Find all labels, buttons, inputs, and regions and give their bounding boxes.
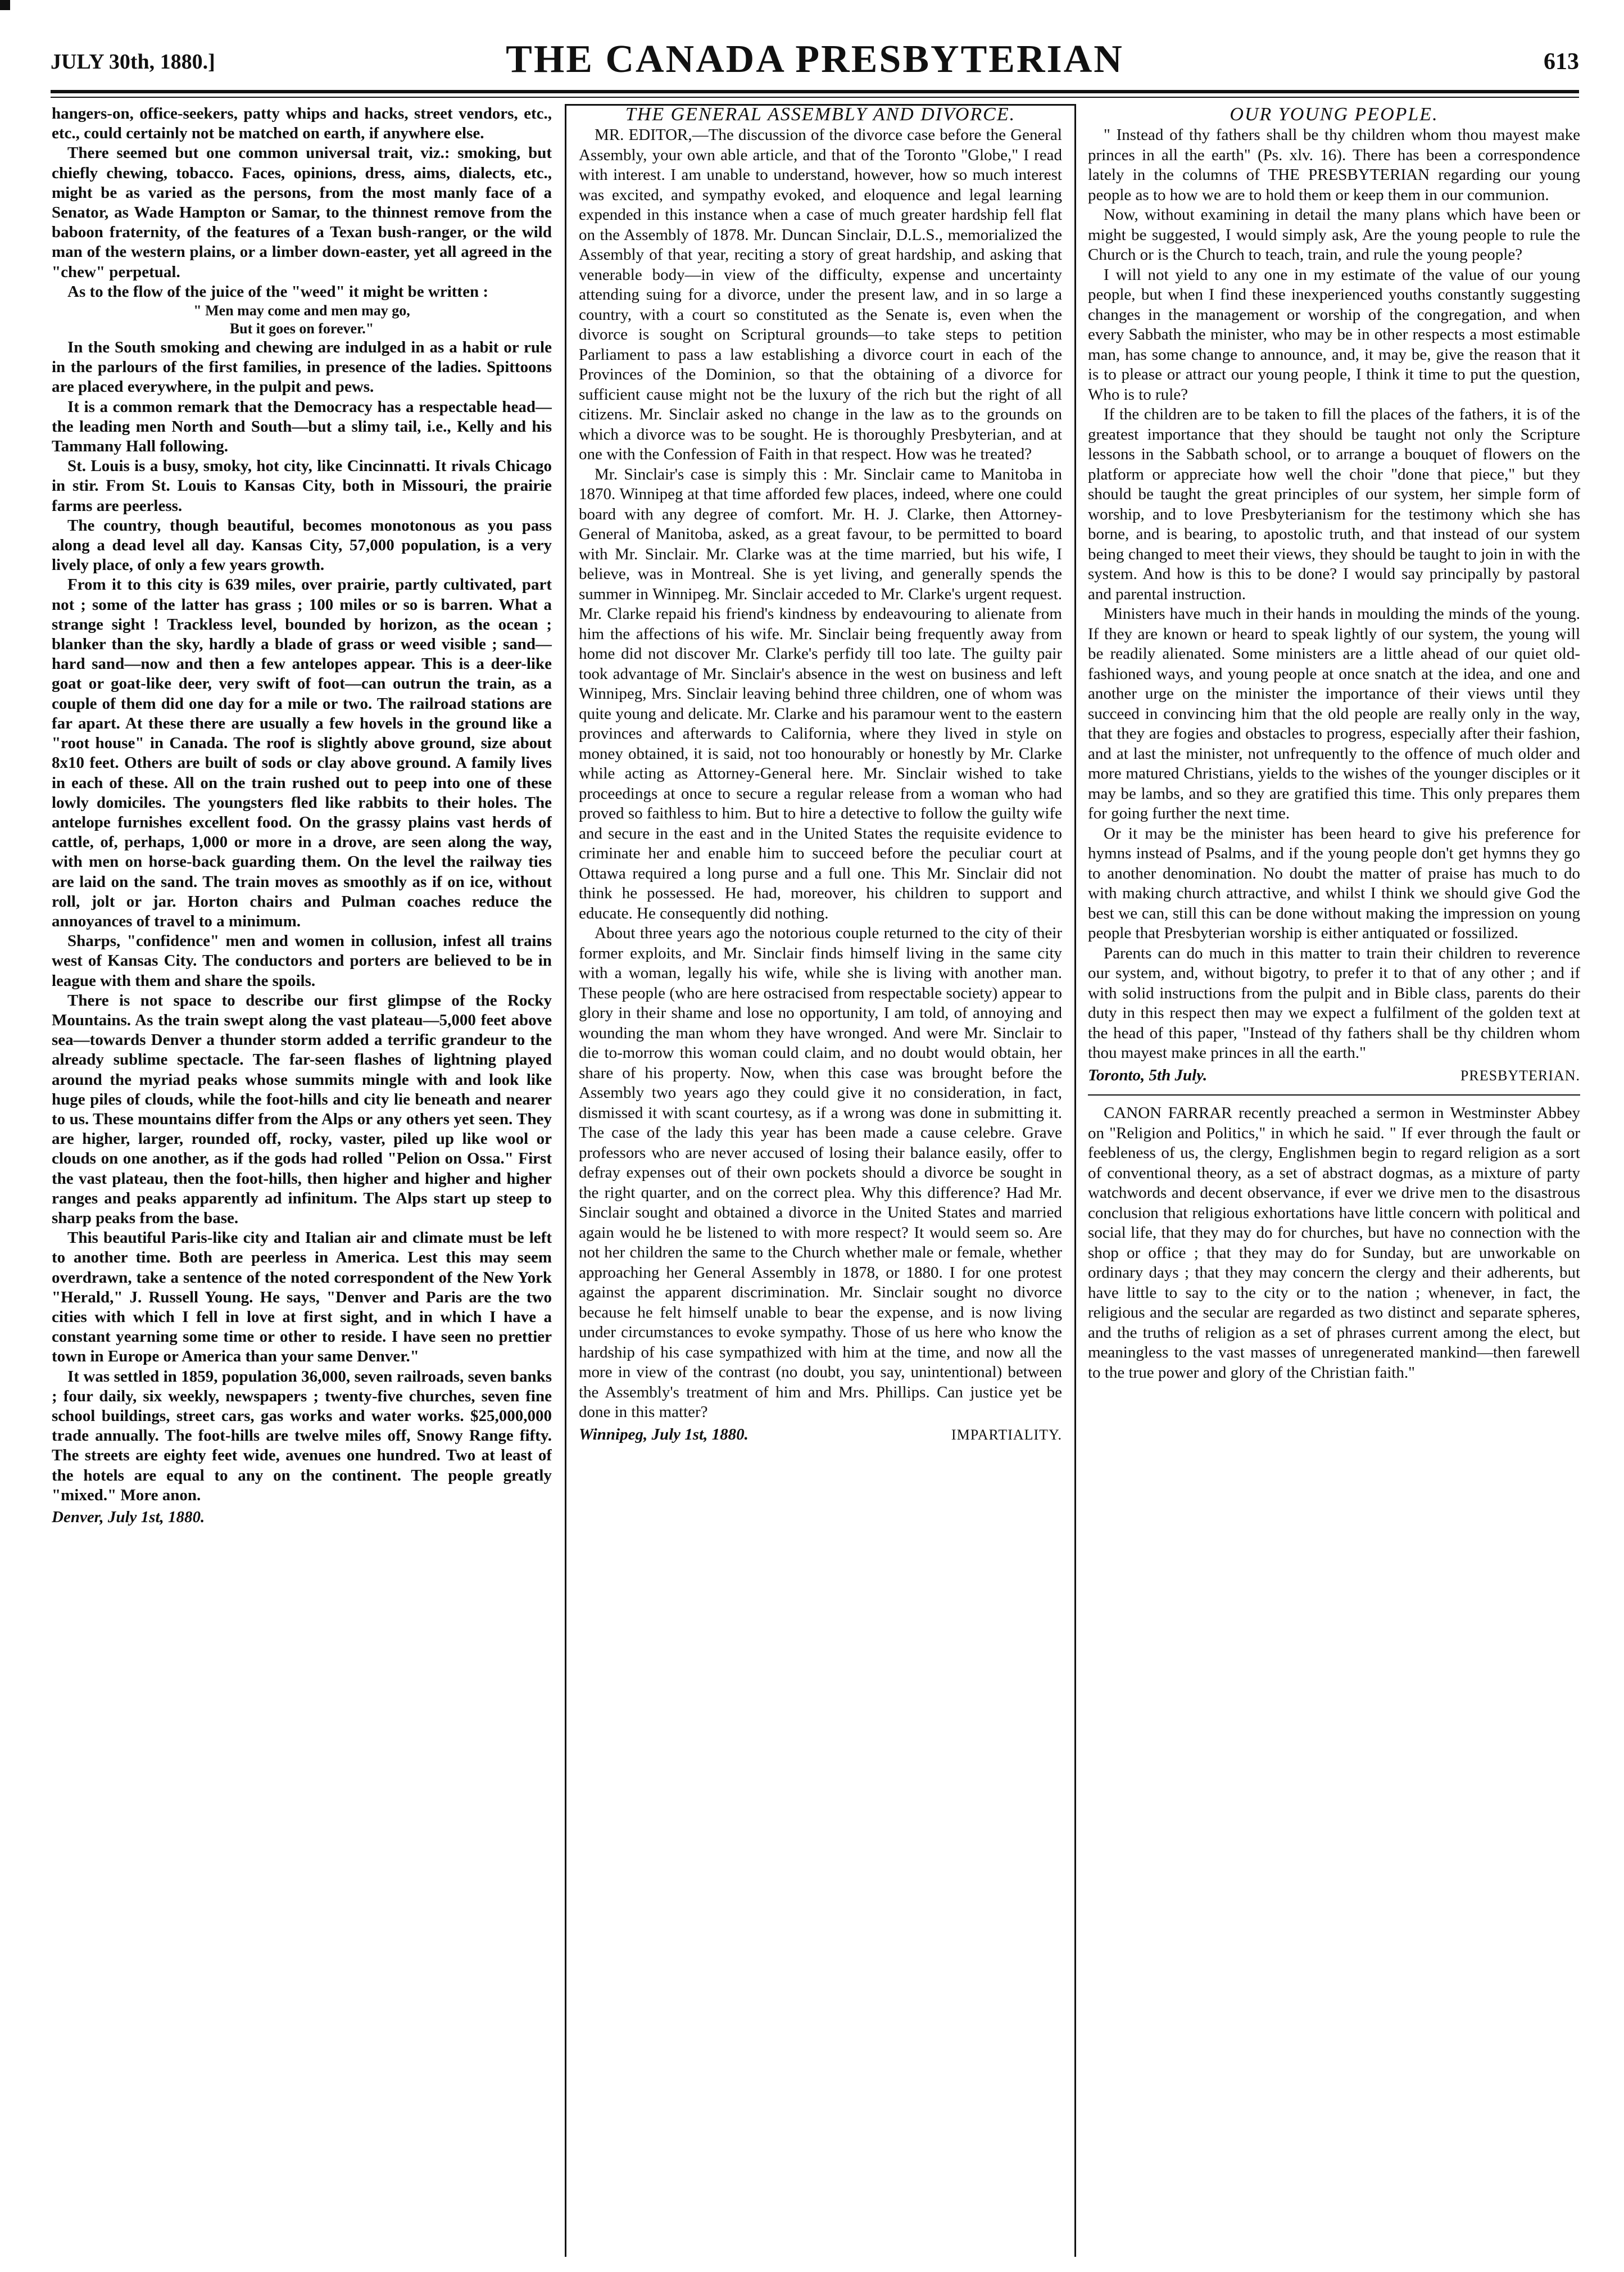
paragraph: As to the flow of the juice of the "weed" it might be written : (67, 282, 488, 301)
column-1-travel-letter (52, 104, 552, 2257)
verse-line: But it goes on forever." (229, 320, 374, 337)
signature-place: Toronto, 5th July. (1088, 1066, 1208, 1084)
signature-place: Denver, July 1st, 1880. (52, 1508, 205, 1527)
page-number: 613 (1544, 49, 1579, 75)
paragraph: From it to this city is 639 miles, over prairie, partly cultivated, part not ; some of the latter has grass ; 100 miles or so is barren. What a strange sight ! Trackless level, bounded by horizon, as the ocean ; blanker than the sky, hardly a blade of grass or weed visible ; sand—hard sand—now and then a few antelopes appear. This is a deer-like goat or goat-like deer, very swift of foot—can outrun the train, as a couple of them did one day for a mile or two. The railroad stations are far apart. At these there are usually a few hovels in the ground like a "root house" in Canada. The roof is slightly above ground, size about 8x10 feet. Others are built of sods or clay above ground. A family lives in each of these. All on the train rushed out to peep into one of these lowly domiciles. The youngsters fled like rabbits to their holes. The antelope furnishes excellent food. On the grassy plains vast herds of cattle, of, perhaps, 1,000 or more in a drove, are seen along the way, with men on horse-back guarding them. On the level the railway ties are laid on the sand. The train moves as smoothly as if on ice, without roll, jolt or jar. Horton chairs and Pulman coaches reduce the annoyances of travel to a minimum. (52, 576, 552, 930)
column-3-young-people (1088, 104, 1580, 2257)
paragraph: St. Louis is a busy, smoky, hot city, like Cincinnatti. It rivals Chicago in stir. From St. Louis to Kansas City, both in Missouri, the prairie farms are peerless. (52, 457, 552, 515)
article-title: THE GENERAL ASSEMBLY AND DIVORCE. (625, 104, 1016, 125)
paragraph: There seemed but one common universal trait, viz.: smoking, but chiefly chewing, tobacco. Faces, opinions, dress, aims, dialects, etc., might be as varied as the persons, from the most manly face of a Senator, as Wade Hampton or Samar, to the thinnest remove from the baboon fraternity, of the features of a Texan bush-ranger, or the wild man of the western plains, or a limber down-easter, yet all agreed in the "chew" perpetual. (52, 144, 552, 281)
signature-line (579, 1425, 1062, 1445)
paragraph: The country, though beautiful, becomes monotonous as you pass along a dead level all day. Kansas City, 57,000 population, is a very lively place, of only a few years growth. (52, 516, 552, 574)
paragraph: It is a common remark that the Democracy has a respectable head—the leading men North and South—but a slimy tail, i.e., Kelly and his Tammany Hall following. (52, 397, 552, 456)
column-2-divorce-letter (579, 104, 1062, 2257)
signature-line (52, 1508, 552, 1527)
paragraph: This beautiful Paris-like city and Italian air and climate must be left to another time. Both are peerless in America. Lest this may seem overdrawn, take a sentence of the noted correspondent of the New York "Herald," J. Russell Young. He says, "Denver and Paris are the two cities with which I fell in love at first sight, and in which I have a constant yearning some time or other to reside. I have seen no prettier town in Europe or America than your same Denver." (52, 1229, 552, 1366)
paragraph: About three years ago the notorious couple returned to the city of their former exploits, and Mr. Sinclair finds himself living in the same city with a woman, legally his wife, while she is living with another man. These people (who are here ostracised from respectable society) appear to glory in their shame and lose no opportunity, I am told, of annoying and wounding the man whom they have wronged. And were Mr. Sinclair to die to-morrow this woman could claim, and no doubt would obtain, her share of his property. Now, when this case was brought before the Assembly two years ago they could give it no consideration, in fact, dismissed it with scant courtesy, as if a wrong was done in submitting it. The case of the lady this year has been made a cause celebre. Grave professors who are never accused of losing their balance easily, offer to defray expenses out of their own pockets should a divorce be sought in the right quarter, and on the correct plea. Why this difference? Had Mr. Sinclair sought and obtained a divorce in the United States and married again would he be listened to with more respect? It would seem so. Are not her children the same to the Church whether male or female, whether approaching her General Assembly in 1878, or 1880. I for one protest against the apparent discrimination. Mr. Sinclair sought no divorce because he felt himself unable to bear the expense, and is now living under circumstances to evoke sympathy. Those of us here who know the hardship of his case sympathized with him at the time, and now all the more in view of the contrast (no doubt, you say, unintentional) between the Assembly's treatment of him and Mrs. Phillips. Can justice yet be done in this matter? (579, 924, 1062, 1421)
paragraph: It was settled in 1859, population 36,000, seven railroads, seven banks ; four daily, six weekly, newspapers ; twenty-five churches, seven fine school buildings, street cars, gas works and water works. $25,000,000 trade annually. The foot-hills are twelve miles off, Snowy Range fifty. The streets are eighty feet wide, avenues one hundred. Two at least of the hotels are equal to any on the continent. The people greatly "mixed." More anon. (52, 1367, 552, 1504)
column-divider-2 (1074, 104, 1076, 2257)
paragraph: CANON FARRAR recently preached a sermon in Westminster Abbey on "Religion and Politics," in which he said. " If ever through the fault or feebleness of us, the clergy, Englishmen begin to regard religion as a sort of conventional theory, as a set of abstract dogmas, as a mixture of party watchwords and decent observance, if ever we drive men to the disastrous conclusion that religious exhortations have little concern with political and social life, that they may do for churches, but have no connection with the shop or office ; that they may do for Sunday, but are unworkable on ordinary days ; that they may concern the clergy and their adherents, but have little to say to the city or to the nation ; whenever, in fact, the religious and the secular are regarded as two distinct and separate spheres, and the truths of religion as a set of phrases current among the elect, but meaningless to the vast masses of unregenerated mankind—then farewell to the true power and glory of the Christian faith." (1088, 1104, 1580, 1382)
signature-name: IMPARTIALITY. (951, 1426, 1062, 1443)
signature-place: Winnipeg, July 1st, 1880. (579, 1425, 749, 1443)
paragraph: Ministers have much in their hands in moulding the minds of the young. If they are known or heard to speak lightly of our system, the young will be readily alienated. Some ministers are a little ahead of our quiet old-fashioned ways, and young people at once snatch at the idea, and one and another urge on the minister the importance of their views until they succeed in convincing him that the old people are really only in the way, that they are fogies and obstacles to progress, especially after their fashion, and at last the minister, not unfrequently to the offence of much older and more matured Christians, yields to the wishes of the younger disciples or it may be lambs, and so they are gratified this time. This only prepares them for going further the next time. (1088, 605, 1580, 822)
paragraph: " Instead of thy fathers shall be thy children whom thou mayest make princes in all the earth" (Ps. xlv. 16). There has been a correspondence lately in the columns of THE PRESBYTERIAN regarding our young people as to how we are to hold them or keep them in our communion. (1088, 126, 1580, 204)
header-rule-thin (51, 97, 1579, 98)
header-rule (51, 90, 1579, 93)
section-divider (1088, 1094, 1580, 1096)
paragraph: There is not space to describe our first glimpse of the Rocky Mountains. As the train swept along the vast plateau—5,000 feet above sea—towards Denver a thunder storm added a terrific grandeur to the already sublime spectacle. The far-seen flashes of lightning played around the myriad peaks whose summits mingle with and look like huge piles of clouds, while the foot-hills and city lie beneath and nearer to us. These mountains differ from the Alps or any others yet seen. They are higher, larger, rounded off, rocky, vaster, piled up like wool or clouds on one another, as if the gods had rolled "Pelion on Ossa." First the vast plateau, then the foot-hills, then higher and higher and higher ranges and peaks apparently ad infinitum. The Alps start up steep to sharp peaks from the base. (52, 991, 552, 1227)
corner-mark (0, 0, 10, 10)
paragraph: In the South smoking and chewing are indulged in as a habit or rule in the parlours of the first families, in presence of the ladies. Spittoons are placed everywhere, in the pulpit and pews. (52, 338, 552, 396)
issue-date: JULY 30th, 1880.] (51, 50, 215, 74)
article-title: OUR YOUNG PEOPLE. (1230, 104, 1439, 125)
paragraph: Mr. Sinclair's case is simply this : Mr. Sinclair came to Manitoba in 1870. Winnipeg at that time afforded few places, indeed, where one could board with any degree of comfort. Mr. H. J. Clarke, then Attorney-General of Manitoba, asked, as a great favour, to be permitted to board with Mr. Sinclair. Mr. Clarke was at the time married, but his wife, I believe, was in Montreal. She is yet living, and generally spends the summer in Winnipeg. Mr. Sinclair acceded to Mr. Clarke's urgent request. Mr. Clarke repaid his friend's kindness by endeavouring to alienate from him the affections of his wife. Mr. Sinclair being frequently away from home did not discover Mr. Clarke's perfidy till too late. The guilty pair took advantage of Mr. Sinclair's absence in the west on business and left Winnipeg, Mrs. Sinclair leaving behind three children, one of whom was quite young and delicate. Mr. Clarke and his paramour went to the eastern provinces and afterwards to California, where they lived in style on money obtained, it is said, not too honourably or honestly by Mr. Clarke while acting as Attorney-General here. Mr. Sinclair wished to take proceedings at once to secure a regular release from a woman who had proved so faithless to him. But to hire a detective to follow the guilty wife and secure in the east and in the United States the requisite evidence to criminate her and enable him to succeed before the peculiar court at Ottawa required a long purse and a full one. This Mr. Sinclair did not think he possessed. He had, moreover, his children to support and educate. He consequently did nothing. (579, 465, 1062, 922)
paragraph: Sharps, "confidence" men and women in collusion, infest all trains west of Kansas City. The conductors and porters are believed to be in league with them and share the spoils. (52, 932, 552, 990)
verse-line: " Men may come and men may go, (193, 302, 410, 319)
paragraph: MR. EDITOR,—The discussion of the divorce case before the General Assembly, your own able article, and that of the Toronto "Globe," I read with interest. I am unable to understand, however, how so much interest was excited, and sympathy evoked, and eloquence and legal learning expended in this instance when a case of much greater hardship fell flat on the Assembly of 1878. Mr. Duncan Sinclair, D.L.S., memorialized the Assembly of that year, reciting a story of great hardship, and asking that venerable body—in view of the difficulty, expense and uncertainty attending suing for a divorce, under the present law, and in so large a country, with a court so constituted as the Senate is, even when the divorce is sought on Scriptural grounds—to take steps to petition Parliament to pass a law establishing a divorce court in each of the Provinces of the Dominion, so that the obtaining of a divorce for sufficient cause might not be the luxury of the rich but the right of all citizens. Mr. Sinclair asked no change in the law as to the grounds on which a divorce was to be sought. He is thoroughly Presbyterian, and at one with the Confession of Faith in that respect. How was he treated? (579, 126, 1062, 463)
paragraph: Or it may be the minister has been heard to give his preference for hymns instead of Psalms, and if the young people don't get hymns they go to another denomination. No doubt the matter of praise has much to do with making church attractive, and whilst I think we should give God the best we can, still this can be done without making the impression on young people that Presbyterian worship is either antiquated or fossilized. (1088, 824, 1580, 942)
column-divider-1 (565, 104, 566, 2257)
page-header (51, 27, 1579, 89)
masthead-title: THE CANADA PRESBYTERIAN (506, 38, 1124, 81)
paragraph: hangers-on, office-seekers, patty whips and hacks, street vendors, etc., etc., could certainly not be matched on earth, if anywhere else. (52, 105, 552, 143)
signature-name: PRESBYTERIAN. (1460, 1067, 1580, 1084)
paragraph: Now, without examining in detail the many plans which have been or might be suggested, I would simply ask, Are the young people to rule the Church or is the Church to teach, train, and rule the young people? (1088, 206, 1580, 264)
paragraph: I will not yield to any one in my estimate of the value of our young people, but when I find these inexperienced youths constantly suggesting changes in the management or worship of the congregation, and when every Sabbath the minister, who may be in other respects a most estimable man, has some change to announce, and, it may be, give the reason that it is to please or attract our young people, I think it time to put the question, Who is to rule? (1088, 265, 1580, 404)
paragraph: Parents can do much in this matter to train their children to reverence our system, and, without bigotry, to prefer it to that of any other ; and if with solid instructions from the pulpit and in Bible class, parents do their duty in this respect then may we expect a fulfilment of the golden text at the head of this paper, "Instead of thy fathers shall be thy children whom thou mayest make princes in all the earth." (1088, 944, 1580, 1062)
paragraph: If the children are to be taken to fill the places of the fathers, it is of the greatest importance that they should be taught not only the Scripture lessons in the Sabbath school, or to arrange a bouquet of flowers on the platform or appreciate how well the choir "done that piece," but they should be taught the great principles of our system, her simple form of worship, and to love Presbyterianism for the testimony which she has borne, and is bearing, to apostolic truth, and that instead of our system being changed to meet their views, they should be taught to join in with the system. And how is this to be done? I would say principally by pastoral and parental instruction. (1088, 405, 1580, 603)
signature-line (1088, 1066, 1580, 1086)
